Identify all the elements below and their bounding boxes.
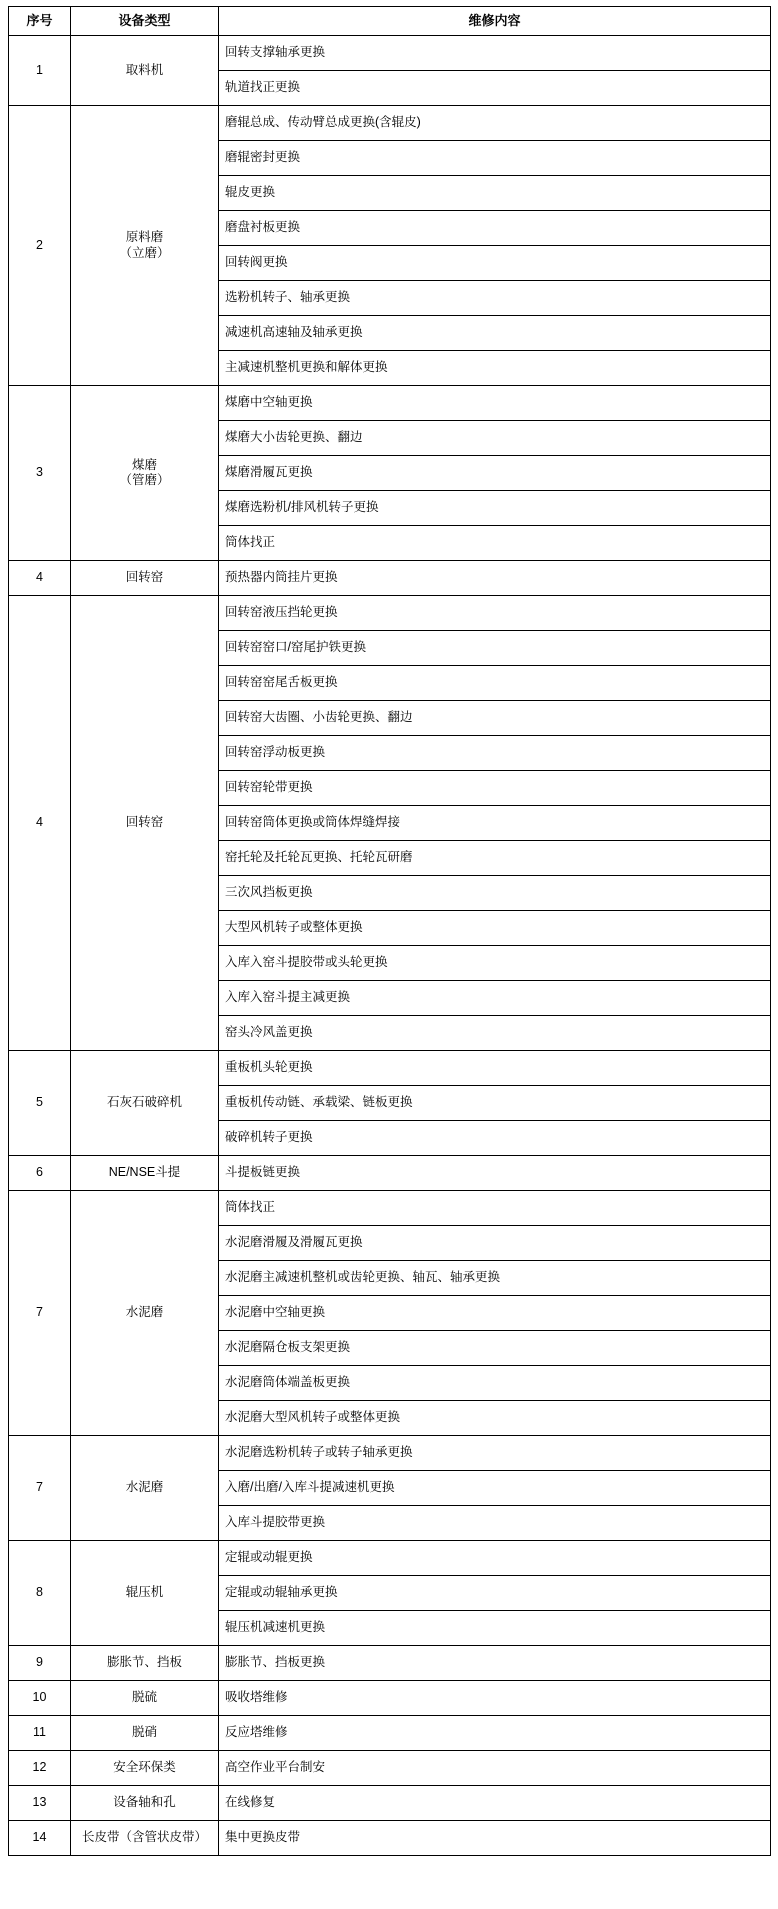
equipment-type-line1: 煤磨 <box>131 457 157 472</box>
equipment-type-line1: 脱硫 <box>131 1690 157 1705</box>
table-row <box>9 106 771 141</box>
row-number: 9 <box>9 1646 71 1681</box>
maintenance-item: 回转窑窑口/窑尾护铁更换 <box>219 631 771 666</box>
maintenance-item: 预热器内筒挂片更换 <box>219 561 771 596</box>
table-row <box>9 1156 771 1191</box>
equipment-type <box>71 1051 219 1156</box>
equipment-type-line1: 水泥磨 <box>125 1305 164 1320</box>
maintenance-item: 斗提板链更换 <box>219 1156 771 1191</box>
maintenance-item: 集中更换皮带 <box>219 1821 771 1856</box>
equipment-type <box>71 386 219 561</box>
maintenance-item: 窑托轮及托轮瓦更换、托轮瓦研磨 <box>219 841 771 876</box>
row-number: 1 <box>9 36 71 106</box>
maintenance-item: 重板机头轮更换 <box>219 1051 771 1086</box>
equipment-type-line1: 回转窑 <box>125 815 164 830</box>
equipment-type-line1: 安全环保类 <box>113 1760 176 1775</box>
maintenance-item: 轨道找正更换 <box>219 71 771 106</box>
equipment-type <box>71 1646 219 1681</box>
maintenance-item: 水泥磨选粉机转子或转子轴承更换 <box>219 1436 771 1471</box>
maintenance-item: 入磨/出磨/入库斗提减速机更换 <box>219 1471 771 1506</box>
row-number: 14 <box>9 1821 71 1856</box>
maintenance-item: 煤磨滑履瓦更换 <box>219 456 771 491</box>
maintenance-item: 煤磨大小齿轮更换、翻边 <box>219 421 771 456</box>
row-number: 4 <box>9 561 71 596</box>
maintenance-item: 水泥磨滑履及滑履瓦更换 <box>219 1226 771 1261</box>
maintenance-item: 回转窑液压挡轮更换 <box>219 596 771 631</box>
row-number: 4 <box>9 596 71 1051</box>
maintenance-item: 磨辊总成、传动臂总成更换(含辊皮) <box>219 106 771 141</box>
maintenance-item: 回转阀更换 <box>219 246 771 281</box>
maintenance-item: 辊皮更换 <box>219 176 771 211</box>
maintenance-item: 水泥磨主减速机整机或齿轮更换、轴瓦、轴承更换 <box>219 1261 771 1296</box>
row-number: 5 <box>9 1051 71 1156</box>
table-row <box>9 1541 771 1576</box>
equipment-type <box>71 106 219 386</box>
equipment-type-line1: 设备轴和孔 <box>113 1795 176 1810</box>
table-row <box>9 386 771 421</box>
table-row <box>9 1681 771 1716</box>
table-row <box>9 1646 771 1681</box>
maintenance-item: 吸收塔维修 <box>219 1681 771 1716</box>
equipment-type-line1: 原料磨 <box>125 230 164 245</box>
table-row <box>9 561 771 596</box>
equipment-type <box>71 1681 219 1716</box>
equipment-type-line1: 脱硝 <box>131 1725 157 1740</box>
maintenance-item: 选粉机转子、轴承更换 <box>219 281 771 316</box>
header-type: 设备类型 <box>71 7 219 36</box>
table-row <box>9 1191 771 1226</box>
header-no: 序号 <box>9 7 71 36</box>
maintenance-item: 反应塔维修 <box>219 1716 771 1751</box>
maintenance-item: 定辊或动辊轴承更换 <box>219 1576 771 1611</box>
equipment-type-line1: 膨胀节、挡板 <box>106 1655 182 1670</box>
table-header <box>9 7 771 36</box>
table-body <box>9 36 771 1856</box>
header-row <box>9 7 771 36</box>
equipment-type-line2: （立磨） <box>119 245 170 260</box>
row-number: 8 <box>9 1541 71 1646</box>
equipment-type-line1: 石灰石破碎机 <box>106 1095 182 1110</box>
maintenance-item: 三次风挡板更换 <box>219 876 771 911</box>
maintenance-item: 回转窑轮带更换 <box>219 771 771 806</box>
equipment-type-line1: NE/NSE斗提 <box>108 1165 181 1180</box>
equipment-type-line1: 回转窑 <box>125 570 164 585</box>
maintenance-item: 入库入窑斗提胶带或头轮更换 <box>219 946 771 981</box>
maintenance-item: 煤磨选粉机/排风机转子更换 <box>219 491 771 526</box>
header-content: 维修内容 <box>219 7 771 36</box>
table-row <box>9 1821 771 1856</box>
table-row <box>9 1716 771 1751</box>
equipment-type-line2: （管磨） <box>119 473 170 488</box>
maintenance-item: 入库入窑斗提主减更换 <box>219 981 771 1016</box>
maintenance-item: 回转窑浮动板更换 <box>219 736 771 771</box>
maintenance-item: 筒体找正 <box>219 1191 771 1226</box>
row-number: 10 <box>9 1681 71 1716</box>
maintenance-item: 辊压机减速机更换 <box>219 1611 771 1646</box>
row-number: 7 <box>9 1191 71 1436</box>
equipment-type <box>71 36 219 106</box>
equipment-type <box>71 1751 219 1786</box>
maintenance-item: 水泥磨隔仓板支架更换 <box>219 1331 771 1366</box>
maintenance-item: 磨盘衬板更换 <box>219 211 771 246</box>
equipment-type <box>71 1541 219 1646</box>
maintenance-item: 在线修复 <box>219 1786 771 1821</box>
equipment-type-line1: 水泥磨 <box>125 1480 164 1495</box>
maintenance-item: 主减速机整机更换和解体更换 <box>219 351 771 386</box>
table-row <box>9 1051 771 1086</box>
maintenance-item: 回转窑大齿圈、小齿轮更换、翻边 <box>219 701 771 736</box>
equipment-type <box>71 561 219 596</box>
maintenance-item: 回转窑筒体更换或筒体焊缝焊接 <box>219 806 771 841</box>
maintenance-item: 煤磨中空轴更换 <box>219 386 771 421</box>
maintenance-item: 水泥磨中空轴更换 <box>219 1296 771 1331</box>
maintenance-item: 大型风机转子或整体更换 <box>219 911 771 946</box>
maintenance-item: 减速机高速轴及轴承更换 <box>219 316 771 351</box>
table-row <box>9 36 771 71</box>
table-row <box>9 1786 771 1821</box>
maintenance-item: 回转支撑轴承更换 <box>219 36 771 71</box>
maintenance-item: 磨辊密封更换 <box>219 141 771 176</box>
maintenance-table <box>8 6 771 1856</box>
maintenance-item: 水泥磨筒体端盖板更换 <box>219 1366 771 1401</box>
equipment-type <box>71 596 219 1051</box>
equipment-type <box>71 1786 219 1821</box>
equipment-type <box>71 1156 219 1191</box>
maintenance-item: 筒体找正 <box>219 526 771 561</box>
equipment-type <box>71 1716 219 1751</box>
row-number: 12 <box>9 1751 71 1786</box>
row-number: 11 <box>9 1716 71 1751</box>
equipment-type-line1: 长皮带（含管状皮带） <box>81 1830 207 1845</box>
row-number: 6 <box>9 1156 71 1191</box>
row-number: 13 <box>9 1786 71 1821</box>
equipment-type-line1: 取料机 <box>125 62 164 77</box>
table-row <box>9 596 771 631</box>
equipment-type <box>71 1191 219 1436</box>
equipment-type <box>71 1821 219 1856</box>
row-number: 3 <box>9 386 71 561</box>
row-number: 2 <box>9 106 71 386</box>
maintenance-item: 重板机传动链、承载梁、链板更换 <box>219 1086 771 1121</box>
maintenance-item: 入库斗提胶带更换 <box>219 1506 771 1541</box>
equipment-type <box>71 1436 219 1541</box>
maintenance-item: 窑头冷风盖更换 <box>219 1016 771 1051</box>
maintenance-item: 膨胀节、挡板更换 <box>219 1646 771 1681</box>
maintenance-item: 水泥磨大型风机转子或整体更换 <box>219 1401 771 1436</box>
table-row <box>9 1436 771 1471</box>
equipment-type-line1: 辊压机 <box>125 1585 164 1600</box>
maintenance-item: 高空作业平台制安 <box>219 1751 771 1786</box>
table-row <box>9 1751 771 1786</box>
maintenance-item: 定辊或动辊更换 <box>219 1541 771 1576</box>
maintenance-item: 破碎机转子更换 <box>219 1121 771 1156</box>
maintenance-item: 回转窑窑尾舌板更换 <box>219 666 771 701</box>
row-number: 7 <box>9 1436 71 1541</box>
